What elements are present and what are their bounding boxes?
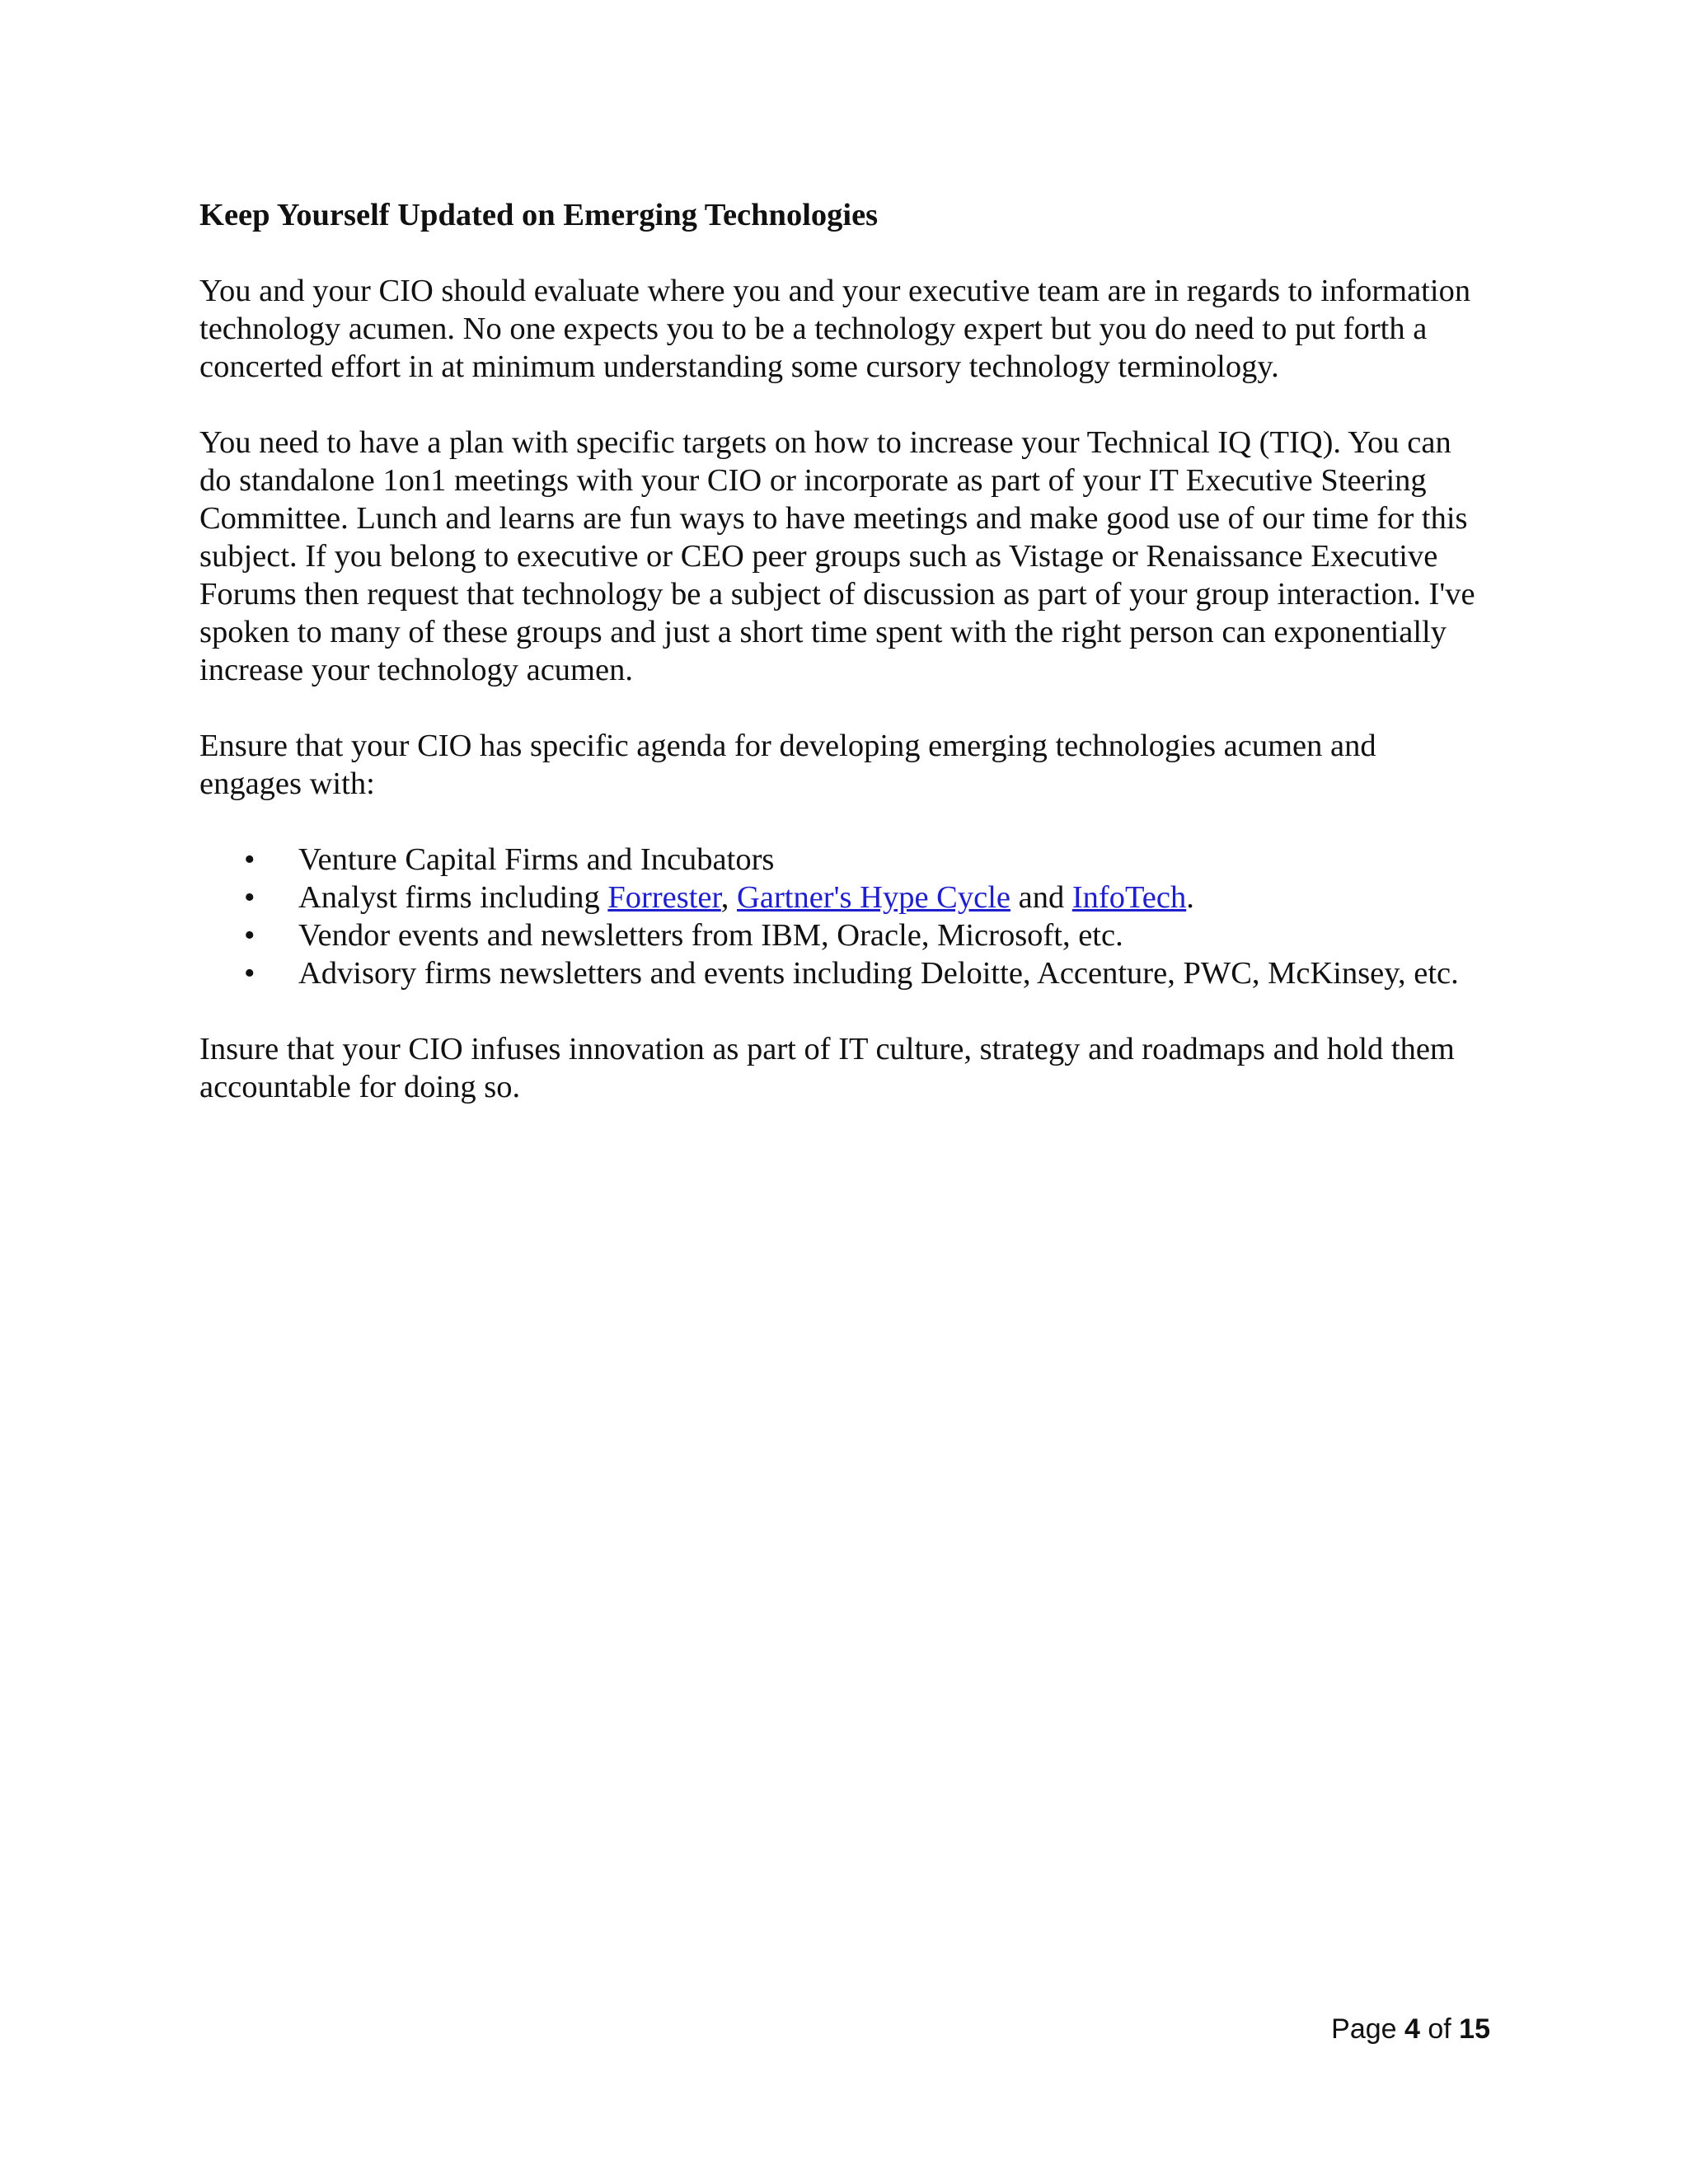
list-item-text: Venture Capital Firms and Incubators xyxy=(298,842,775,877)
list-item xyxy=(199,841,1485,879)
list-item-text: Advisory firms newsletters and events including Deloitte, Accenture, PWC, McKinsey, etc. xyxy=(298,956,1459,991)
bullet-icon: • xyxy=(244,956,256,991)
list-item-separator: , xyxy=(720,880,738,915)
of-label: of xyxy=(1419,2013,1460,2045)
bullet-icon: • xyxy=(244,842,256,877)
list-item-text-prefix: Analyst firms including xyxy=(298,880,608,915)
total-pages-number: 15 xyxy=(1459,2013,1490,2045)
list-item xyxy=(199,954,1485,992)
current-page-number: 4 xyxy=(1404,2013,1420,2045)
infotech-link[interactable]: InfoTech xyxy=(1071,880,1187,915)
bullet-icon: • xyxy=(244,880,256,915)
list-item-separator: and xyxy=(1010,880,1072,915)
list-item xyxy=(199,916,1485,954)
bullet-icon: • xyxy=(244,918,256,953)
paragraph-innovation-culture: Insure that your CIO infuses innovation as part of IT culture, strategy and roadmaps and hold them accountable for doing so. xyxy=(199,1032,1455,1104)
page-content xyxy=(199,196,1485,1144)
page-label: Page xyxy=(1331,2013,1404,2045)
paragraph-cio-agenda: Ensure that your CIO has specific agenda for developing emerging technologies acumen and engages with: xyxy=(199,729,1376,801)
list-item xyxy=(199,879,1485,916)
engagement-list xyxy=(199,841,1485,992)
list-item-text: Vendor events and newsletters from IBM, Oracle, Microsoft, etc. xyxy=(298,918,1123,953)
page-number-footer xyxy=(1331,2011,1490,2047)
paragraph-tiq-plan: You need to have a plan with specific targets on how to increase your Technical IQ (TIQ). You can do standalone 1on1 meetings with your CIO or incorporate as part of your IT Executive Steering Committee. Lunch and learns are fun ways to have meetings and make good use of our time for this subject. If you belong to executive or CEO peer groups such as Vistage or Renaissance Executive Forums then request that technology be a subject of discussion as part of your group interaction. I've spoken to many of these groups and just a short time spent with the right person can exponentially increase your technology acumen. xyxy=(199,425,1475,687)
section-heading: Keep Yourself Updated on Emerging Technologies xyxy=(199,198,879,232)
paragraph-evaluate-acumen: You and your CIO should evaluate where you and your executive team are in regards to information technology acumen. No one expects you to be a technology expert but you do need to put forth a concerted effort in at minimum understanding some cursory technology terminology. xyxy=(199,274,1471,384)
list-item-suffix: . xyxy=(1186,880,1194,915)
gartner-hype-cycle-link[interactable]: Gartner's Hype Cycle xyxy=(737,880,1010,915)
forrester-link[interactable]: Forrester xyxy=(607,880,721,915)
